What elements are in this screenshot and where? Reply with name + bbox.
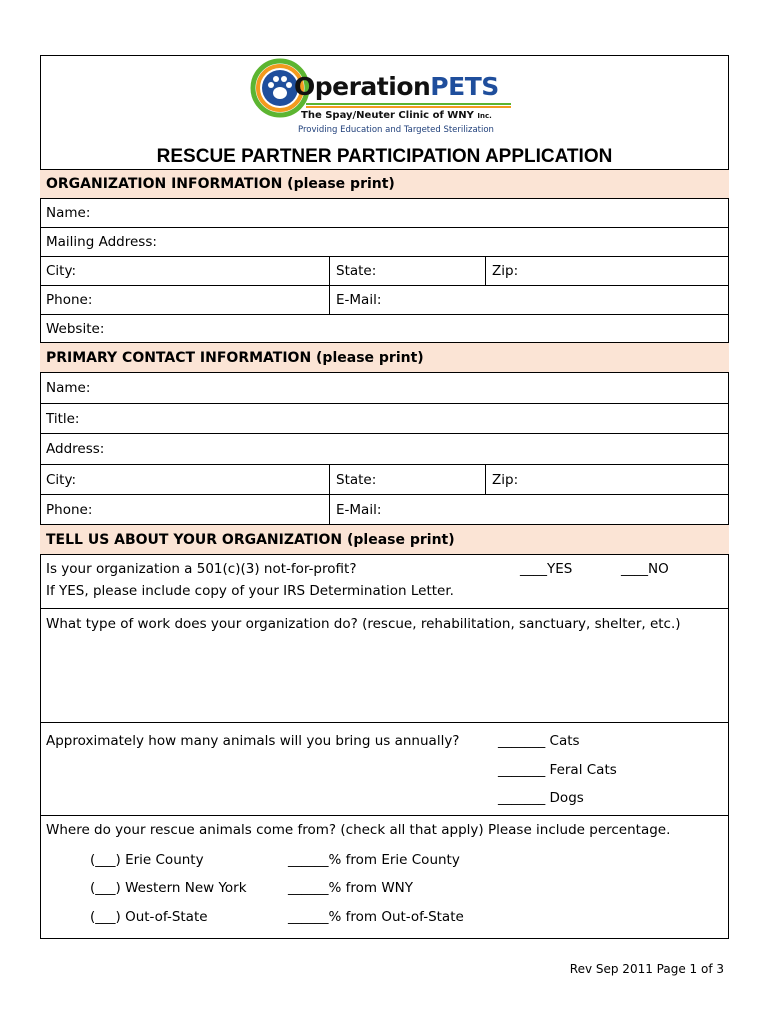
contact-section-header: PRIMARY CONTACT INFORMATION (please print) [40,342,729,372]
logo-underline [306,103,511,109]
animal-source-question: Where do your rescue animals come from? (check all that apply) Please include percentage. [46,822,671,838]
out-of-state-checkbox[interactable]: (___) Out-of-State [90,909,208,925]
logo-title: OperationPETS [294,72,499,101]
org-phone-field[interactable]: Phone: [46,292,93,308]
contact-email-field[interactable]: E-Mail: [329,495,729,524]
org-mailing-address-field[interactable]: Mailing Address: [40,227,729,256]
work-type-question: What type of work does your organization do? (rescue, rehabilitation, sanctuary, shelter, etc.) [46,616,681,632]
wny-checkbox[interactable]: (___) Western New York [90,880,247,896]
erie-county-checkbox[interactable]: (___) Erie County [90,852,204,868]
contact-name-field[interactable]: Name: [40,372,729,403]
nonprofit-no-option[interactable]: ____NO [621,561,669,577]
org-city-field[interactable]: City: [46,263,77,279]
contact-phone-email-row [40,494,729,524]
contact-city-state-zip-row [40,464,729,494]
out-of-state-percent-field[interactable]: ______% from Out-of-State [288,909,464,925]
org-phone-email-row [40,285,729,314]
contact-state-field[interactable]: State: [329,465,485,494]
contact-zip-field[interactable]: Zip: [485,465,729,494]
org-section-header: ORGANIZATION INFORMATION (please print) [40,169,729,198]
contact-title-field[interactable]: Title: [40,403,729,433]
org-city-state-zip-row [40,256,729,285]
contact-address-field[interactable]: Address: [40,433,729,464]
nonprofit-note: If YES, please include copy of your IRS Determination Letter. [46,583,454,599]
org-state-field[interactable]: State: [329,257,485,285]
cats-count-field[interactable]: _______ Cats [498,733,580,749]
org-name-field[interactable]: Name: [40,198,729,227]
org-email-field[interactable]: E-Mail: [329,286,729,314]
about-section-header: TELL US ABOUT YOUR ORGANIZATION (please print) [40,524,729,554]
nonprofit-yes-option[interactable]: ____YES [520,561,573,577]
erie-county-percent-field[interactable]: ______% from Erie County [288,852,460,868]
feral-cats-count-field[interactable]: _______ Feral Cats [498,762,617,778]
org-website-field[interactable]: Website: [40,314,729,342]
logo-tagline: Providing Education and Targeted Sterilization [298,125,494,135]
annual-animals-question: Approximately how many animals will you bring us annually? [46,733,460,749]
dogs-count-field[interactable]: _______ Dogs [498,790,584,806]
operation-pets-logo [250,58,520,143]
page-footer: Rev Sep 2011 Page 1 of 3 [569,962,724,976]
org-zip-field[interactable]: Zip: [485,257,729,285]
nonprofit-question: Is your organization a 501(c)(3) not-for-profit? [46,561,357,577]
wny-percent-field[interactable]: ______% from WNY [288,880,414,896]
logo-subtitle: The Spay/Neuter Clinic of WNY Inc. [301,110,492,121]
contact-phone-field[interactable]: Phone: [46,501,93,518]
contact-city-field[interactable]: City: [46,471,77,488]
page-title: RESCUE PARTNER PARTICIPATION APPLICATION [156,146,613,167]
